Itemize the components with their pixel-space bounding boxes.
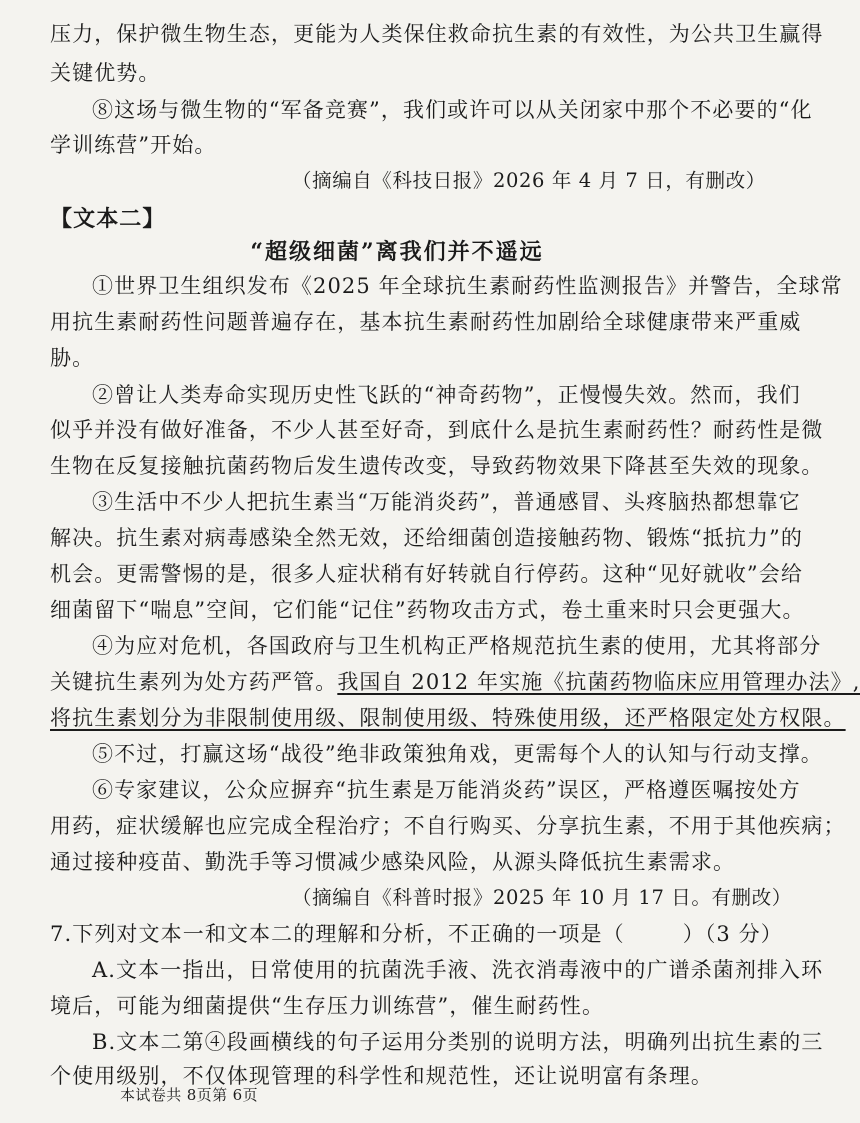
page-footer: 本试卷共 8页第 6页 xyxy=(120,1086,259,1104)
article-title: “超级细菌”离我们并不遥远 xyxy=(250,239,544,265)
paragraph-2: 似乎并没有做好准备，不少人甚至好奇，到底什么是抗生素耐药性？耐药性是微 xyxy=(50,418,824,442)
section-tag-text-two: 【文本二】 xyxy=(50,206,166,232)
paragraph-1: 用抗生素耐药性问题普遍存在，基本抗生素耐药性加剧给全球健康带来严重威 xyxy=(50,310,802,334)
paragraph-6: ⑥专家建议，公众应摒弃“抗生素是万能消炎药”误区，严格遵医嘱按处方 xyxy=(92,778,801,802)
option-b: 个使用级别，不仅体现管理的科学性和规范性，还让说明富有条理。 xyxy=(50,1064,713,1088)
paragraph-4: ④为应对危机，各国政府与卫生机构正严格规范抗生素的使用，尤其将部分 xyxy=(92,634,822,658)
text-one-line: 关键优势。 xyxy=(50,61,161,85)
option-a: A.文本一指出，日常使用的抗菌洗手液、洗衣消毒液中的广谱杀菌剂排入环 xyxy=(92,958,824,982)
question-7-stem xyxy=(50,920,783,948)
paragraph-5: ⑤不过，打赢这场“战役”绝非政策独角戏，更需每个人的认知与行动支撑。 xyxy=(92,742,823,766)
text-one-source: （摘编自《科技日报》2026 年 4 月 7 日，有删改） xyxy=(292,169,766,192)
option-b: B.文本二第④段画横线的句子运用分类别的说明方法，明确列出抗生素的三 xyxy=(92,1030,824,1054)
underlined-sentence: 将抗生素划分为非限制使用级、限制使用级、特殊使用级，还严格限定处方权限。 xyxy=(50,706,846,730)
underlined-sentence: 我国自 2012 年实施《抗菌药物临床应用管理办法》, xyxy=(337,670,860,694)
option-a: 境后，可能为细菌提供“生存压力训练营”，催生耐药性。 xyxy=(50,994,605,1018)
paragraph-3: 细菌留下“喘息”空间，它们能“记住”药物攻击方式，卷土重来时只会更强大。 xyxy=(50,598,805,622)
text-one-paragraph-8: 学训练营”开始。 xyxy=(50,133,217,157)
question-stem-text: 7.下列对文本一和文本二的理解和分析，不正确的一项是（ xyxy=(50,922,625,946)
paragraph-6: 通过接种疫苗、勤洗手等习惯减少感染风险，从源头降低抗生素需求。 xyxy=(50,850,736,874)
paragraph-6: 用药，症状缓解也应完成全程治疗；不自行购买、分享抗生素，不用于其他疾病； xyxy=(50,814,846,838)
text-two-source: （摘编自《科普时报》2025 年 10 月 17 日。有删改） xyxy=(292,886,792,909)
paragraph-3: ③生活中不少人把抗生素当“万能消炎药”，普通感冒、头疼脑热都想靠它 xyxy=(92,490,801,514)
paragraph-4 xyxy=(50,668,860,696)
text-one-paragraph-8: ⑧这场与微生物的“军备竞赛”，我们或许可以从关闭家中那个不必要的“化 xyxy=(92,98,813,122)
text-one-line: 压力，保护微生物生态，更能为人类保住救命抗生素的有效性，为公共卫生赢得 xyxy=(50,22,824,46)
paragraph-1: ①世界卫生组织发布《2025 年全球抗生素耐药性监测报告》并警告，全球常 xyxy=(92,274,843,298)
paragraph-1: 胁。 xyxy=(50,346,95,370)
paragraph-2: ②曾让人类寿命实现历史性飞跃的“神奇药物”，正慢慢失效。然而，我们 xyxy=(92,383,801,407)
paragraph-3: 机会。更需警惕的是，很多人症状稍有好转就自行停药。这种“见好就收”会给 xyxy=(50,562,803,586)
paragraph-3: 解决。抗生素对病毒感染全然无效，还给细菌创造接触药物、锻炼“抵抗力”的 xyxy=(50,526,803,550)
paragraph-4-plain: 关键抗生素列为处方药严管。 xyxy=(50,670,338,694)
question-points: ）（3 分） xyxy=(682,922,783,946)
paragraph-2: 生物在反复接触抗菌药物后发生遗传改变，导致药物效果下降甚至失效的现象。 xyxy=(50,454,824,478)
